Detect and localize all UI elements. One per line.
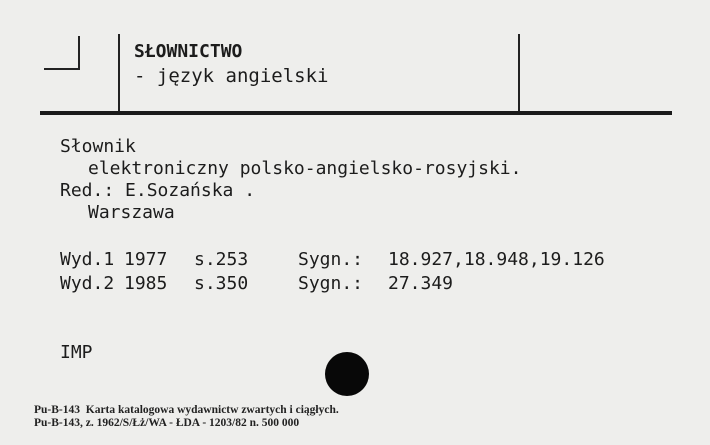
entry-description xyxy=(60,136,521,224)
header-rule xyxy=(40,111,672,115)
edition-year: 1977 xyxy=(124,249,168,270)
subject-heading xyxy=(134,40,328,88)
edition-pages: s.253 xyxy=(194,249,249,270)
edition-sygn-label: Sygn.: xyxy=(298,249,364,270)
corner-bracket xyxy=(44,36,80,70)
edition-pages: s.350 xyxy=(194,273,249,294)
subject-line-1: SŁOWNICTWO xyxy=(134,41,243,62)
punch-hole xyxy=(325,352,369,396)
edition-sygn: 27.349 xyxy=(388,273,454,294)
footer-line-2: Pu-B-143, z. 1962/S/Łż/WA - ŁDA - 1203/82 n. 500 000 xyxy=(34,417,300,429)
entry-place: Warszawa xyxy=(88,202,175,223)
entry-title-line-2: elektroniczny polsko-angielsko-rosyjski. xyxy=(88,158,522,179)
edition-number: Wyd.2 xyxy=(60,273,115,294)
edition-year: 1985 xyxy=(124,273,168,294)
header-divider-left xyxy=(118,34,120,112)
entry-title-line-1: Słownik xyxy=(60,136,136,157)
editions-list xyxy=(60,248,605,296)
card-footer xyxy=(34,404,339,430)
edition-sygn: 18.927,18.948,19.126 xyxy=(388,249,605,270)
header-divider-right xyxy=(518,34,520,112)
edition-sygn-label: Sygn.: xyxy=(298,273,364,294)
edition-row xyxy=(60,272,605,296)
edition-number: Wyd.1 xyxy=(60,249,115,270)
edition-row xyxy=(60,248,605,272)
entry-editor: Red.: E.Sozańska . xyxy=(60,180,256,201)
footer-line-1: Pu-B-143 Karta katalogowa wydawnictw zwartych i ciągłych. xyxy=(34,404,339,416)
subject-line-2: - język angielski xyxy=(134,65,329,87)
imp-mark: IMP xyxy=(60,342,93,363)
